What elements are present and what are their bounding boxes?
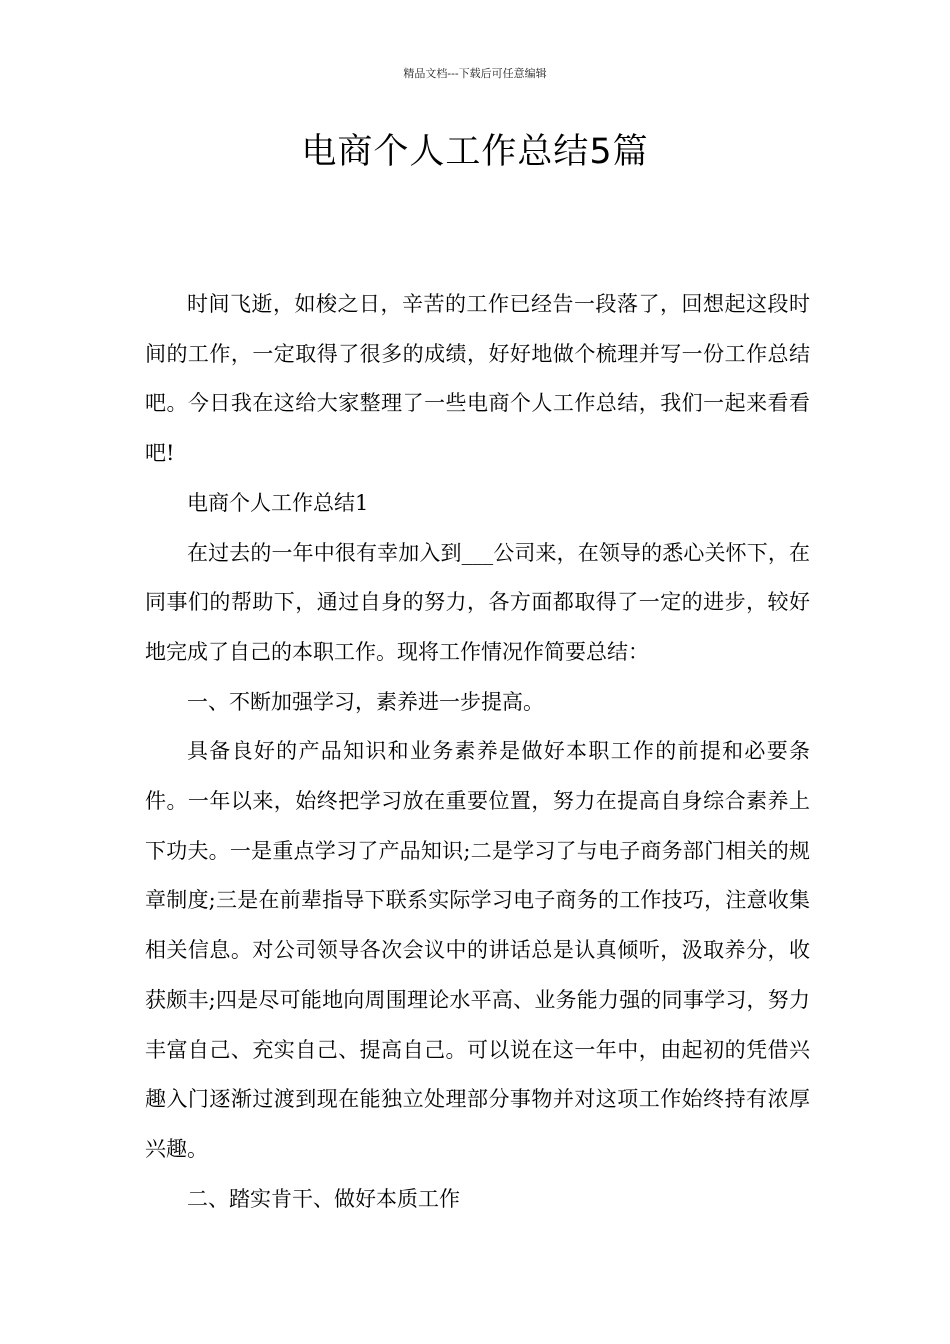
subheading-work: 二、踏实肯干、做好本质工作 <box>187 1186 460 1211</box>
subheading-learning: 一、不断加强学习，素养进一步提高。 <box>187 689 544 714</box>
paragraph-intro: 时间飞逝，如梭之日，辛苦的工作已经告一段落了，回想起这段时间的工作，一定取得了很多的成绩，好好地做个梳理并写一份工作总结吧。今日我在这给大家整理了一些电商个人工作总结，我们一起来看看吧! <box>145 292 810 466</box>
section-heading-1: 电商个人工作总结1 <box>187 490 369 515</box>
document-title: 电商个人工作总结5篇 <box>301 132 649 172</box>
document-body <box>145 280 810 1224</box>
header-note: 精品文档---下载后可任意编辑 <box>403 67 547 80</box>
paragraph-learning: 具备良好的产品知识和业务素养是做好本职工作的前提和必要条件。一年以来，始终把学习放在重要位置，努力在提高自身综合素养上下功夫。一是重点学习了产品知识;二是学习了与电子商务部门相关的规章制度;三是在前辈指导下联系实际学习电子商务的工作技巧，注意收集相关信息。对公司领导各次会议中的讲话总是认真倾听，汲取养分，收获颇丰;四是尽可能地向周围理论水平高、业务能力强的同事学习，努力丰富自己、充实自己、提高自己。可以说在这一年中，由起初的凭借兴趣入门逐渐过渡到现在能独立处理部分事物并对这项工作始终持有浓厚兴趣。 <box>145 739 810 1161</box>
paragraph-overview: 在过去的一年中很有幸加入到___公司来，在领导的悉心关怀下，在同事们的帮助下，通过自身的努力，各方面都取得了一定的进步，较好地完成了自己的本职工作。现将工作情况作简要总结： <box>145 540 810 664</box>
